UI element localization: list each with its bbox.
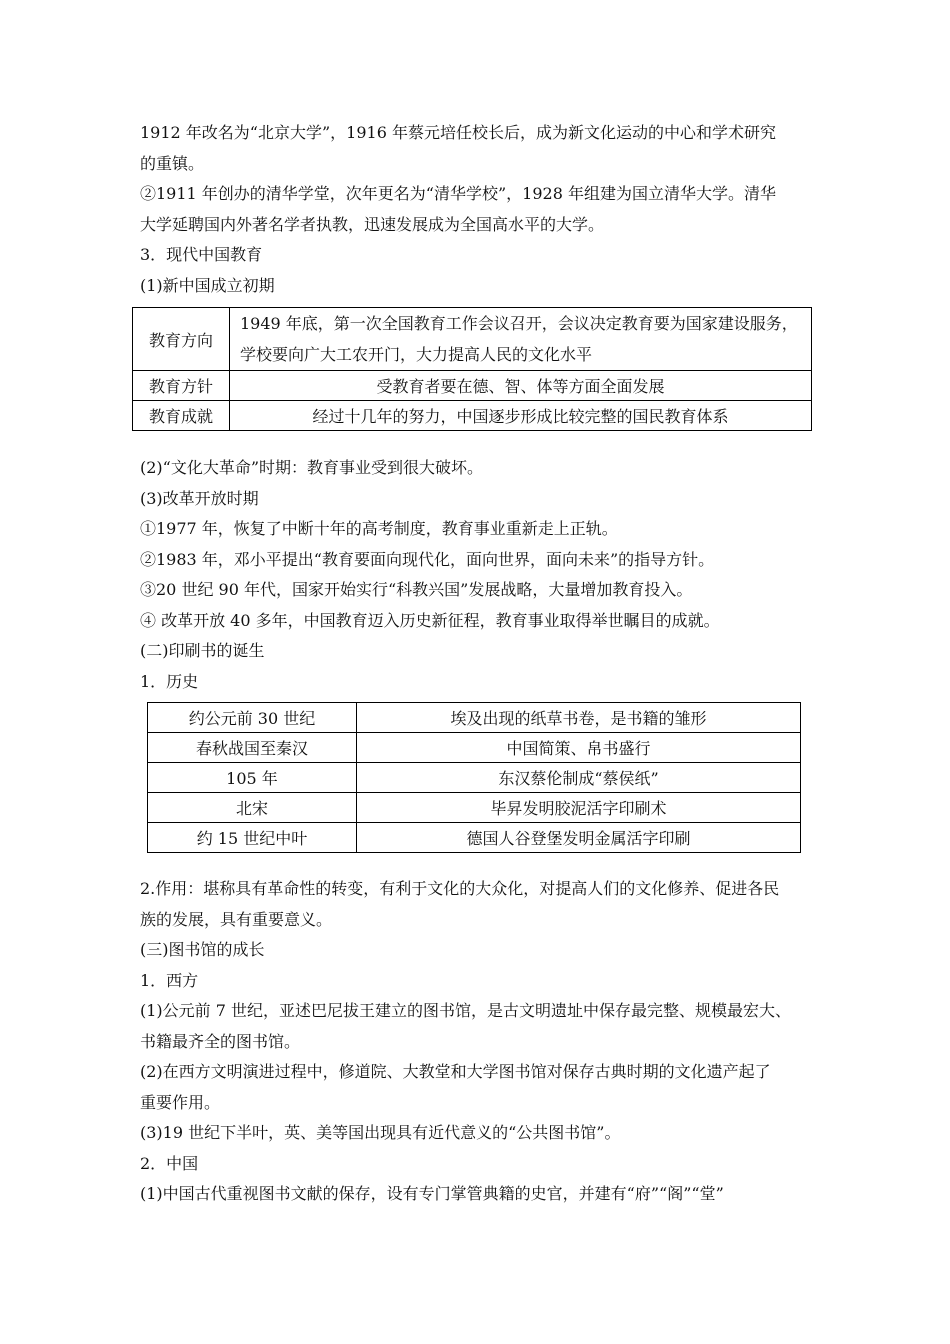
paragraph-line: 重要作用。 — [140, 1092, 221, 1112]
table-cell-period: 105 年 — [148, 763, 357, 793]
table-cell-period: 北宋 — [148, 793, 357, 823]
paragraph-line: (2)在西方文明演进过程中，修道院、大教堂和大学图书馆对保存古典时期的文化遗产起了 — [140, 1062, 771, 1081]
paragraph-line: ①1977 年，恢复了中断十年的高考制度，教育事业重新走上正轨。 — [140, 519, 618, 538]
table-header-cell: 教育方向 — [133, 308, 230, 371]
table-cell: 1949 年底，第一次全国教育工作会议召开，会议决定教育要为国家建设服务，学校要向广大工农开门，大力提高人民的文化水平 — [230, 308, 812, 371]
table-row — [148, 763, 801, 793]
table-row — [148, 703, 801, 733]
paragraph-line: 书籍最齐全的图书馆。 — [140, 1031, 301, 1051]
table-cell: 受教育者要在德、智、体等方面全面发展 — [230, 371, 812, 401]
table-row — [133, 308, 812, 371]
table-cell-period: 约公元前 30 世纪 — [148, 703, 357, 733]
paragraph-line: (1)公元前 7 世纪，亚述巴尼拔王建立的图书馆，是古文明遗址中保存最完整、规模最宏大、 — [140, 1001, 792, 1020]
table-cell-event: 毕昇发明胶泥活字印刷术 — [357, 793, 801, 823]
table-cell-event: 中国简策、帛书盛行 — [357, 733, 801, 763]
table-row — [148, 733, 801, 763]
paragraph-line: 大学延聘国内外著名学者执教，迅速发展成为全国高水平的大学。 — [140, 214, 605, 234]
paragraph-line: 族的发展，具有重要意义。 — [140, 909, 333, 929]
subsection-heading: 1．西方 — [140, 970, 199, 990]
paragraph-line: 1912 年改名为“北京大学”，1916 年蔡元培任校长后，成为新文化运动的中心和学术研究 — [140, 123, 776, 142]
education-policy-table — [132, 307, 812, 431]
paragraph-line: ②1911 年创办的清华学堂，次年更名为“清华学校”，1928 年组建为国立清华大学。清华 — [140, 184, 776, 203]
table-cell-event: 德国人谷登堡发明金属活字印刷 — [357, 823, 801, 853]
table-row — [148, 793, 801, 823]
table-cell-event: 东汉蔡伦制成“蔡侯纸” — [357, 763, 801, 793]
printing-history-table — [147, 702, 801, 853]
subsection-heading: (1)新中国成立初期 — [140, 275, 275, 295]
section-heading: (二)印刷书的诞生 — [140, 641, 265, 660]
table-row — [133, 371, 812, 401]
paragraph-line: (3)19 世纪下半叶，英、美等国出现具有近代意义的“公共图书馆”。 — [140, 1123, 621, 1142]
subsection-heading: 2．中国 — [140, 1153, 199, 1173]
document-page — [140, 118, 830, 1210]
table-cell-period: 约 15 世纪中叶 — [148, 823, 357, 853]
subsection-heading: (3)改革开放时期 — [140, 488, 259, 508]
paragraph-line: (1)中国古代重视图书文献的保存，设有专门掌管典籍的史官，并建有“府”“阁”“堂” — [140, 1184, 724, 1203]
section-heading: (三)图书馆的成长 — [140, 940, 265, 959]
table-header-cell: 教育成就 — [133, 401, 230, 431]
paragraph-line: ④ 改革开放 40 多年，中国教育迈入历史新征程，教育事业取得举世瞩目的成就。 — [140, 610, 720, 630]
paragraph-line: ③20 世纪 90 年代，国家开始实行“科教兴国”发展战略，大量增加教育投入。 — [140, 580, 693, 599]
table-header-cell: 教育方针 — [133, 371, 230, 401]
paragraph-line: 的重镇。 — [140, 153, 205, 173]
table-cell-period: 春秋战国至秦汉 — [148, 733, 357, 763]
paragraph-line: ②1983 年，邓小平提出“教育要面向现代化，面向世界，面向未来”的指导方针。 — [140, 549, 715, 569]
table-row — [133, 401, 812, 431]
paragraph-line: 2.作用：堪称具有革命性的转变，有利于文化的大众化，对提高人们的文化修养、促进各民 — [140, 879, 780, 898]
table-row — [148, 823, 801, 853]
table-cell-event: 埃及出现的纸草书卷，是书籍的雏形 — [357, 703, 801, 733]
paragraph-line: (2)“文化大革命”时期：教育事业受到很大破坏。 — [140, 458, 484, 477]
section-heading: 3．现代中国教育 — [140, 245, 263, 264]
subsection-heading: 1．历史 — [140, 671, 199, 691]
table-cell: 经过十几年的努力，中国逐步形成比较完整的国民教育体系 — [230, 401, 812, 431]
